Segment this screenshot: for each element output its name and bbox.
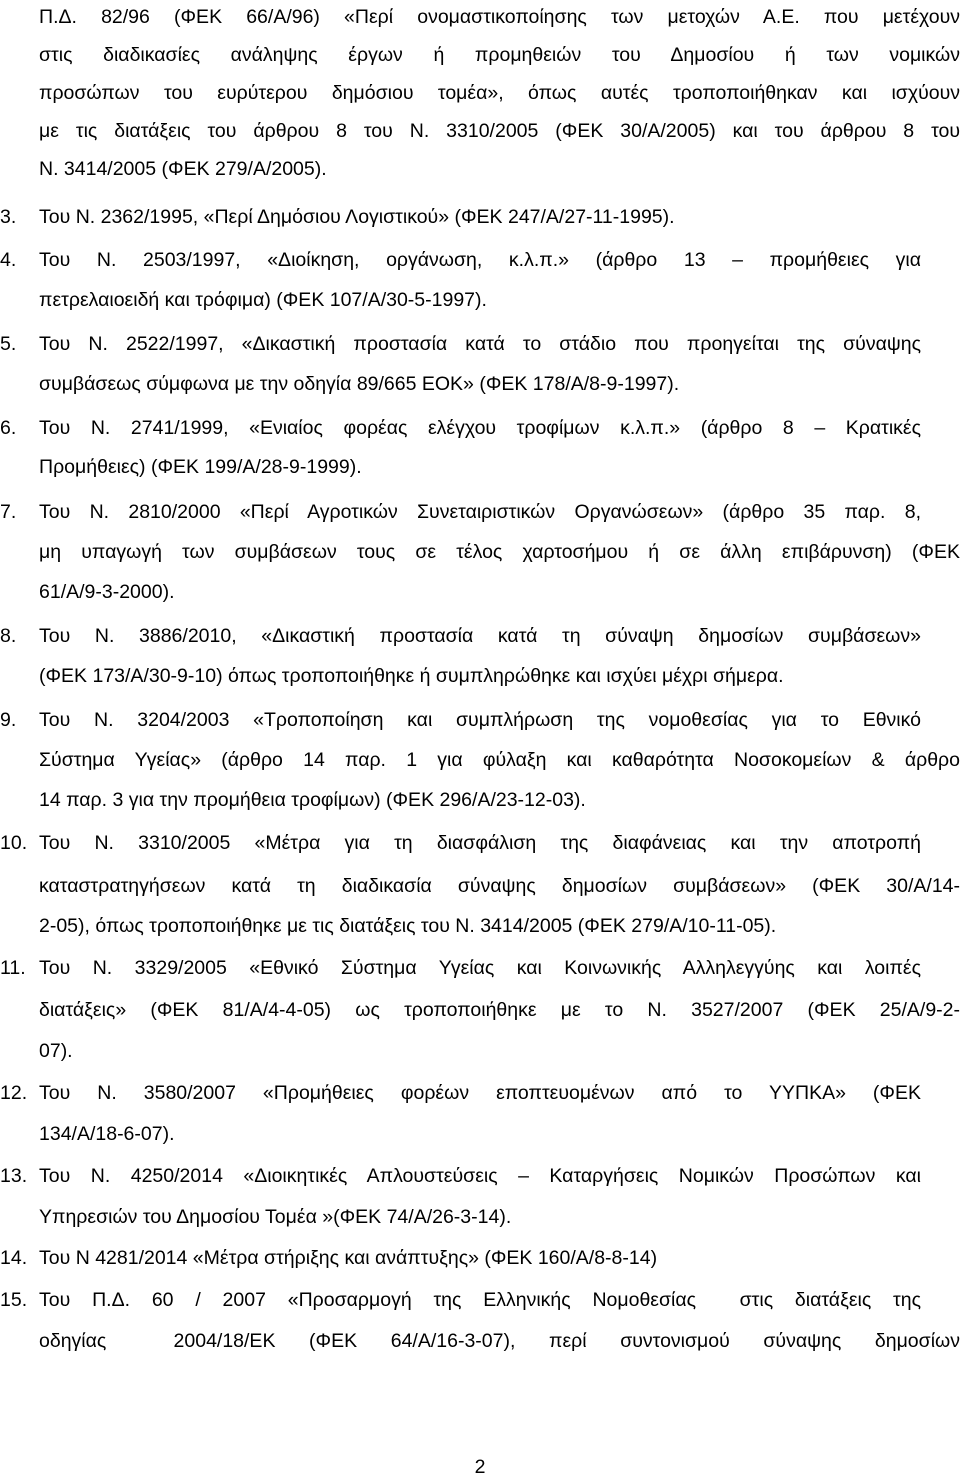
- item-text: Του Ν. 3310/2005 «Μέτρα για τη διασφάλιση της διαφάνειας και την αποτροπή: [39, 832, 921, 854]
- item-continuation: καταστρατηγήσεων κατά τη διαδικασία σύναψης δημοσίων συμβάσεων» (ΦΕΚ 30/Α/14-: [39, 875, 960, 897]
- item-text: Του Π.Δ. 60 / 2007 «Προσαρμογή της Ελληνικής Νομοθεσίας στις διατάξεις της: [39, 1289, 921, 1311]
- item-text: Του Ν. 3204/2003 «Τροποποίηση και συμπλήρωση της νομοθεσίας για το Εθνικό: [39, 709, 921, 731]
- item-continuation: (ΦΕΚ 173/Α/30-9-10) όπως τροποποιήθηκε ή συμπληρώθηκε και ισχύει μέχρι σήμερα.: [39, 665, 784, 687]
- item-number: 10.: [0, 832, 28, 854]
- list-item: [0, 1241, 921, 1275]
- item-number: 5.: [0, 333, 17, 355]
- item-number: 11.: [0, 957, 26, 979]
- item-number: 14.: [0, 1247, 28, 1269]
- intro-line: Π.Δ. 82/96 (ΦΕΚ 66/Α/96) «Περί ονομαστικοποίησης των μετοχών Α.Ε. που μετέχουν: [39, 6, 960, 28]
- item-continuation: πετρελαιοειδή και τρόφιμα) (ΦΕΚ 107/Α/30-5-1997).: [39, 289, 487, 311]
- list-item: [0, 1159, 921, 1193]
- item-continuation: 134/Α/18-6-07).: [39, 1123, 175, 1145]
- list-item: [0, 411, 921, 445]
- list-item: [0, 1076, 921, 1110]
- item-number: 15.: [0, 1289, 28, 1311]
- item-text: Του Ν. 2522/1997, «Δικαστική προστασία κατά το στάδιο που προηγείται της σύναψης: [39, 333, 921, 355]
- item-continuation: οδηγίας 2004/18/ΕΚ (ΦΕΚ 64/Α/16-3-07), περί συντονισμού σύναψης δημοσίων: [39, 1330, 960, 1352]
- item-text: Του Ν. 2503/1997, «Διοίκηση, οργάνωση, κ.λ.π.» (άρθρο 13 – προμήθειες για: [39, 249, 921, 271]
- item-number: 7.: [0, 501, 17, 523]
- item-number: 12.: [0, 1082, 28, 1104]
- item-continuation: Προμήθειες) (ΦΕΚ 199/Α/28-9-1999).: [39, 456, 362, 478]
- intro-line: με τις διατάξεις του άρθρου 8 του Ν. 3310/2005 (ΦΕΚ 30/Α/2005) και του άρθρου 8 του: [39, 120, 960, 142]
- item-continuation: 07).: [39, 1040, 73, 1062]
- intro-line: στις διαδικασίες ανάληψης έργων ή προμηθειών του Δημοσίου ή των νομικών: [39, 44, 960, 66]
- item-continuation: Υπηρεσιών του Δημοσίου Τομέα »(ΦΕΚ 74/Α/26-3-14).: [39, 1206, 512, 1228]
- item-text: Του Ν. 4250/2014 «Διοικητικές Απλουστεύσεις – Καταργήσεις Νομικών Προσώπων και: [39, 1165, 921, 1187]
- item-text: Του Ν. 2741/1999, «Ενιαίος φορέας ελέγχου τροφίμων κ.λ.π.» (άρθρο 8 – Κρατικές: [39, 417, 921, 439]
- item-continuation: 14 παρ. 3 για την προμήθεια τροφίμων) (ΦΕΚ 296/Α/23-12-03).: [39, 789, 586, 811]
- list-item: [0, 495, 921, 529]
- item-continuation: διατάξεις» (ΦΕΚ 81/Α/4-4-05) ως τροποποιήθηκε με το Ν. 3527/2007 (ΦΕΚ 25/Α/9-2-: [39, 999, 960, 1021]
- item-number: 3.: [0, 206, 17, 228]
- list-item: [0, 200, 921, 234]
- list-item: [0, 1283, 921, 1317]
- item-continuation: Σύστημα Υγείας» (άρθρο 14 παρ. 1 για φύλαξη και καθαρότητα Νοσοκομείων & άρθρο: [39, 749, 960, 771]
- item-text: Του Ν. 3886/2010, «Δικαστική προστασία κατά τη σύναψη δημοσίων συμβάσεων»: [39, 625, 921, 647]
- list-item: [0, 826, 921, 860]
- list-item: [0, 703, 921, 737]
- item-text: Του Ν. 3580/2007 «Προμήθειες φορέων εποπτευομένων από το ΥΥΠΚΑ» (ΦΕΚ: [39, 1082, 921, 1104]
- item-text: Του Ν 4281/2014 «Μέτρα στήριξης και ανάπτυξης» (ΦΕΚ 160/Α/8-8-14): [39, 1247, 658, 1269]
- item-continuation: μη υπαγωγή των συμβάσεων τους σε τέλος χαρτοσήμου ή σε άλλη επιβάρυνση) (ΦΕΚ: [39, 541, 960, 563]
- list-item: [0, 243, 921, 277]
- item-text: Του Ν. 2810/2000 «Περί Αγροτικών Συνεταιριστικών Οργανώσεων» (άρθρο 35 παρ. 8,: [39, 501, 921, 523]
- list-item: [0, 327, 921, 361]
- item-number: 8.: [0, 625, 17, 647]
- intro-line: Ν. 3414/2005 (ΦΕΚ 279/Α/2005).: [39, 158, 327, 180]
- item-continuation: συμβάσεως σύμφωνα με την οδηγία 89/665 ΕΟΚ» (ΦΕΚ 178/Α/8-9-1997).: [39, 373, 680, 395]
- intro-line: προσώπων του ευρύτερου δημόσιου τομέα», όπως αυτές τροποποιήθηκαν και ισχύουν: [39, 82, 960, 104]
- item-text: Του Ν. 2362/1995, «Περί Δημόσιου Λογιστικού» (ΦΕΚ 247/Α/27-11-1995).: [39, 206, 675, 228]
- item-continuation: 61/Α/9-3-2000).: [39, 581, 175, 603]
- item-number: 6.: [0, 417, 17, 439]
- item-continuation: 2-05), όπως τροποποιήθηκε με τις διατάξεις του Ν. 3414/2005 (ΦΕΚ 279/Α/10-11-05).: [39, 915, 777, 937]
- item-number: 13.: [0, 1165, 28, 1187]
- item-number: 9.: [0, 709, 17, 731]
- list-item: [0, 951, 921, 985]
- item-text: Του Ν. 3329/2005 «Εθνικό Σύστημα Υγείας και Κοινωνικής Αλληλεγγύης και λοιπές: [39, 957, 921, 979]
- list-item: [0, 619, 921, 653]
- page-number: 2: [474, 1456, 486, 1478]
- item-number: 4.: [0, 249, 17, 271]
